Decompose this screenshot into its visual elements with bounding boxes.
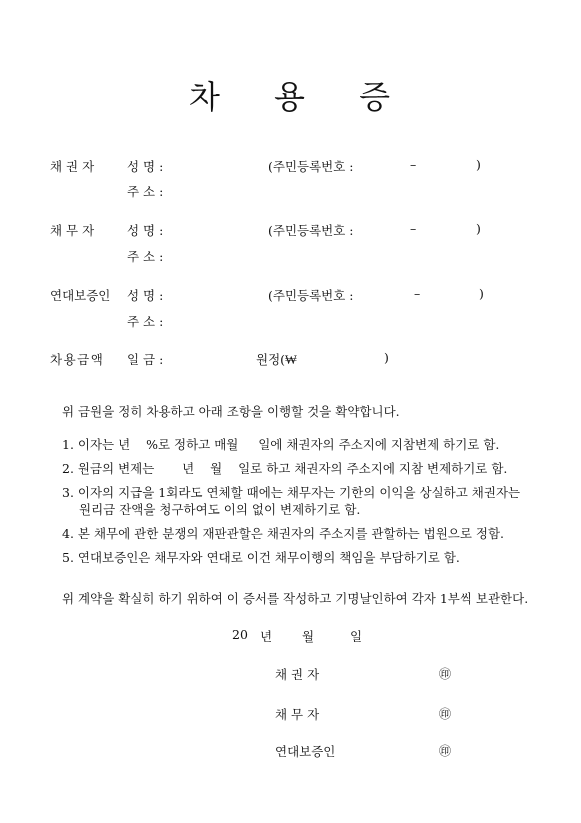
clause-3-continued: 원리금 잔액을 청구하여도 이의 없이 변제하기로 함.	[79, 502, 361, 517]
seal-icon: ㊞	[439, 667, 452, 681]
loan-won-close: )	[384, 350, 389, 365]
guarantor-role-label: 연대보증인	[50, 288, 111, 303]
debtor-role-label: 채 무 자	[50, 223, 95, 238]
debtor-id-close: )	[476, 221, 481, 236]
clause-2: 2. 원금의 변제는 년 월 일로 하고 채권자의 주소지에 지참 변제하기로 함.	[62, 461, 508, 476]
clause-1: 1. 이자는 년 %로 정하고 매월 일에 채권자의 주소지에 지참변제 하기로 함.	[62, 437, 500, 452]
signature-creditor-label: 채 권 자	[275, 667, 320, 682]
guarantor-name-label: 성 명 :	[127, 288, 164, 303]
title-char-1: 차	[188, 78, 222, 116]
loan-amount-label: 차용금액	[50, 352, 105, 367]
debtor-id-label: (주민등록번호 :	[268, 223, 354, 238]
creditor-id-close: )	[476, 157, 481, 172]
date-year-label: 년	[260, 629, 273, 644]
signature-debtor-label: 채 무 자	[275, 707, 320, 722]
creditor-role-label: 채 권 자	[50, 159, 95, 174]
closing-text: 위 계약을 확실히 하기 위하여 이 증서를 작성하고 기명날인하여 각자 1부씩 보관한다.	[62, 591, 529, 606]
guarantor-address-label: 주 소 :	[127, 314, 164, 329]
date-month-label: 월	[302, 629, 315, 644]
title-char-2: 용	[274, 78, 307, 116]
loan-won-label: 원정(₩	[256, 352, 297, 367]
guarantor-id-close: )	[479, 286, 484, 301]
guarantor-id-label: (주민등록번호 :	[268, 288, 354, 303]
seal-icon: ㊞	[439, 744, 452, 758]
seal-icon: ㊞	[439, 707, 452, 721]
clause-5: 5. 연대보증인은 채무자와 연대로 이건 채무이행의 책임을 부담하기로 함.	[62, 550, 460, 565]
creditor-name-label: 성 명 :	[127, 159, 164, 174]
debtor-id-dash: –	[410, 221, 417, 236]
date-year-prefix: 20	[232, 627, 248, 642]
loan-amount-prefix: 일 금 :	[127, 352, 164, 367]
signature-guarantor-label: 연대보증인	[275, 744, 336, 759]
creditor-address-label: 주 소 :	[127, 184, 164, 199]
creditor-id-label: (주민등록번호 :	[268, 159, 354, 174]
debtor-name-label: 성 명 :	[127, 223, 164, 238]
date-day-label: 일	[350, 629, 363, 644]
creditor-id-dash: –	[410, 157, 417, 172]
document-title	[0, 72, 581, 118]
title-char-3: 증	[359, 78, 393, 116]
clause-3: 3. 이자의 지급을 1회라도 연체할 때에는 채무자는 기한의 이익을 상실하고 채권자는	[62, 485, 521, 500]
clause-4: 4. 본 채무에 관한 분쟁의 재판관할은 채권자의 주소지를 관할하는 법원으로 정함.	[62, 526, 505, 541]
guarantor-id-dash: –	[414, 286, 421, 301]
intro-text: 위 금원을 정히 차용하고 아래 조항을 이행할 것을 확약합니다.	[62, 404, 400, 419]
debtor-address-label: 주 소 :	[127, 249, 164, 264]
